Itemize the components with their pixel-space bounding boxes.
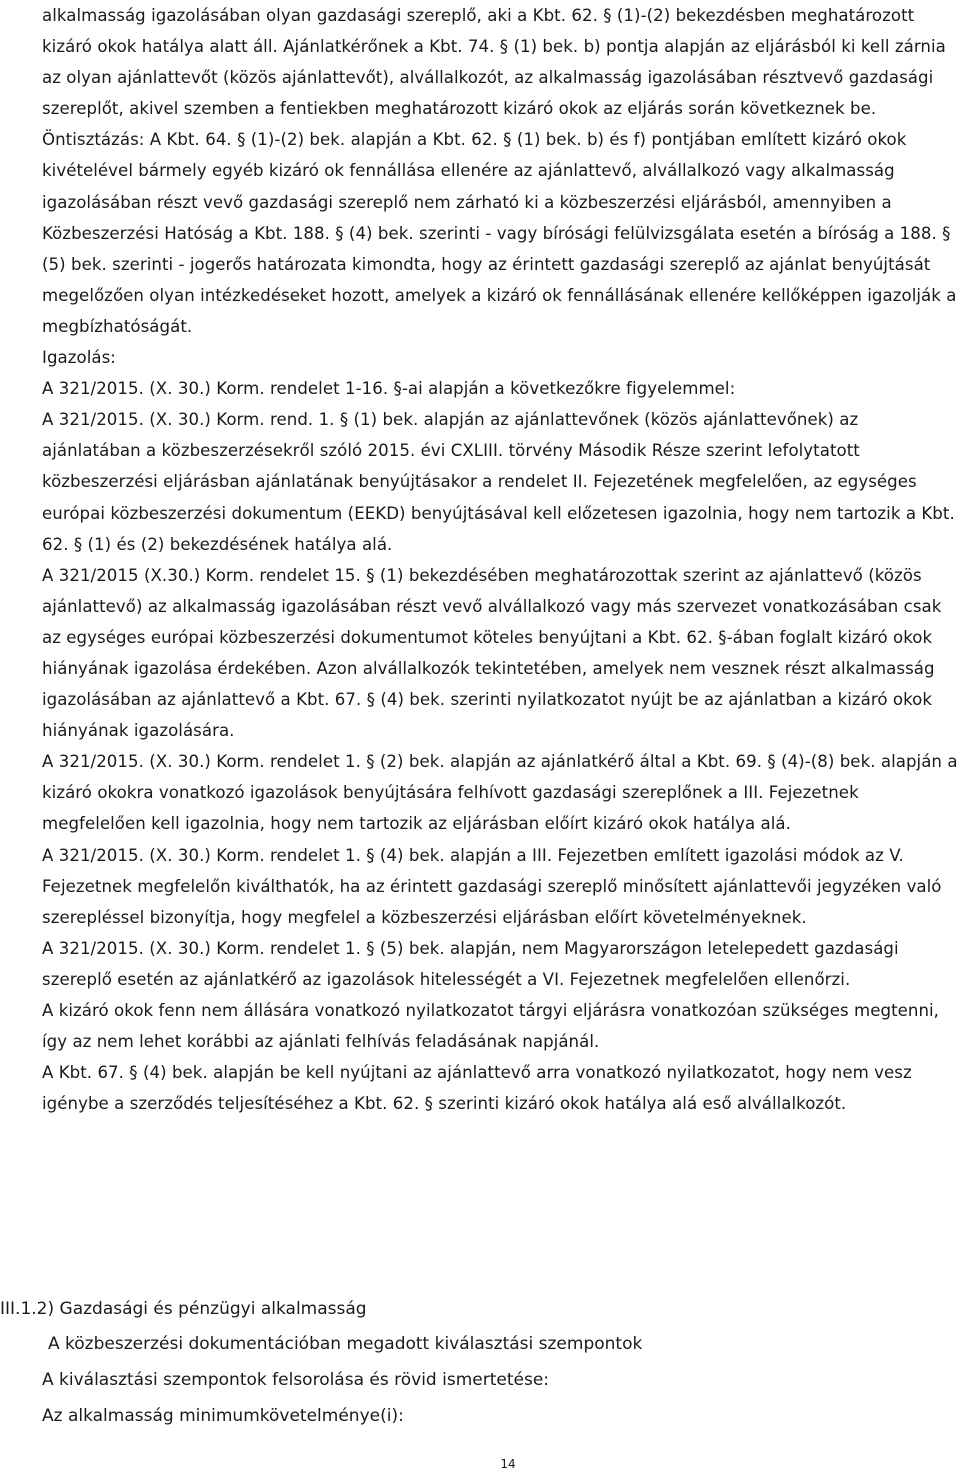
paragraph-eekd: A 321/2015. (X. 30.) Korm. rend. 1. § (1) bek. alapján az ajánlattevőnek (közös ajánlattevőnek) az ajánlatában a közbeszerzésekről szóló 2015. évi CXLIII. törvény Második Része szerint lefolytatott közbeszerzési eljárásban ajánlatának benyújtásakor a rendelet II. Fejezetének megfelelően, az egységes európai közbeszerzési dokumentum (EEKD) benyújtásával kell előzetesen igazolnia, hogy nem tartozik a Kbt. 62. § (1) és (2) bekezdésének hatálya alá.	[42, 410, 955, 554]
section-line-dokumentacio: A közbeszerzési dokumentációban megadott kiválasztási szempontok	[48, 1334, 643, 1354]
page-number: 14	[500, 1457, 516, 1471]
paragraph-exclusion-intro: alkalmasság igazolásában olyan gazdasági szereplő, aki a Kbt. 62. § (1)-(2) bekezdésben meghatározott kizáró okok hatálya alatt áll. Ajánlatkérőnek a Kbt. 74. § (1) bek. b) pontja alapján az eljárásból ki kell zárnia az olyan ajánlattevőt (közös ajánlattevőt), alvállalkozót, az alkalmasság igazolásában résztvevő gazdasági szereplőt, akivel szemben a fentiekben meghatározott kizáró okok az eljárás során következnek be.	[42, 6, 946, 119]
paragraph-qualified-list: A 321/2015. (X. 30.) Korm. rendelet 1. § (4) bek. alapján a III. Fejezetben említett igazolási módok az V. Fejezetnek megfelelőn kiválthatók, ha az érintett gazdasági szereplő minősített ajánlattevői jegyzéken való szerepléssel bizonyítja, hogy megfelel a közbeszerzési eljárásban előírt követelményeknek.	[42, 845, 942, 927]
section-heading: III.1.2) Gazdasági és pénzügyi alkalmasság	[0, 1299, 367, 1319]
paragraph-subcontractor-declaration: A Kbt. 67. § (4) bek. alapján be kell nyújtani az ajánlattevő arra vonatkozó nyilatkozatot, hogy nem vesz igénybe a szerződés teljesítéséhez a Kbt. 62. § szerinti kizáró okok hatálya alá eső alvállalkozót.	[42, 1063, 912, 1114]
paragraph-decree-reference: A 321/2015. (X. 30.) Korm. rendelet 1-16. §-ai alapján a következőkre figyelemmel:	[42, 379, 736, 399]
paragraph-chapter-iii: A 321/2015. (X. 30.) Korm. rendelet 1. § (2) bek. alapján az ajánlatkérő által a Kbt. 69. § (4)-(8) bek. alapján a kizáró okokra vonatkozó igazolások benyújtására felhívott gazdasági szereplőnek a III. Fejezetnek megfelelően kell igazolnia, hogy nem tartozik az eljárásban előírt kizáró okok hatálya alá.	[42, 752, 958, 834]
paragraph-foreign-operator: A 321/2015. (X. 30.) Korm. rendelet 1. § (5) bek. alapján, nem Magyarországon letelepedett gazdasági szereplő esetén az ajánlatkérő az igazolások hitelességét a VI. Fejezetnek megfelelően ellenőrzi.	[42, 938, 899, 989]
paragraph-subcontractors: A 321/2015 (X.30.) Korm. rendelet 15. § (1) bekezdésében meghatározottak szerint az ajánlattevő (közös ajánlattevő) az alkalmasság igazolásában részt vevő alvállalkozó vagy más szervezet vonatkozásában csak az egységes európai közbeszerzési dokumentumot köteles benyújtani a Kbt. 62. §-ában foglalt kizáró okok hiányának igazolása érdekében. Azon alvállalkozók tekintetében, amelyek nem vesznek részt alkalmasság igazolásában az ajánlattevő a Kbt. 67. § (4) bek. szerinti nyilatkozatot nyújt be az ajánlatban a kizáró okok hiányának igazolására.	[42, 565, 942, 741]
document-body	[42, 0, 960, 1119]
paragraph-verification-label: Igazolás:	[42, 348, 116, 368]
paragraph-self-cleaning: Öntisztázás: A Kbt. 64. § (1)-(2) bek. alapján a Kbt. 62. § (1) bek. b) és f) pontjában említett kizáró okok kivételével bármely egyéb kizáró ok fennállása ellenére az ajánlattevő, alvállalkozó vagy alkalmasság igazolásában részt vevő gazdasági szereplő nem zárható ki a közbeszerzési eljárásból, amennyiben a Közbeszerzési Hatóság a Kbt. 188. § (4) bek. szerinti - vagy bírósági felülvizsgálata esetén a bíróság a 188. § (5) bek. szerinti - jogerős határozata kimondta, hogy az érintett gazdasági szereplő az ajánlat benyújtását megelőzően olyan intézkedéseket hozott, amelyek a kizáró ok fennállásának ellenére kellőképpen igazolják a megbízhatóságát.	[42, 130, 957, 336]
section-line-szempontok: A kiválasztási szempontok felsorolása és rövid ismertetése:	[42, 1370, 550, 1390]
section-line-minimum: Az alkalmasság minimumkövetelménye(i):	[42, 1406, 404, 1426]
paragraph-declaration-timing: A kizáró okok fenn nem állására vonatkozó nyilatkozatot tárgyi eljárásra vonatkozóan szükséges megtenni, így az nem lehet korábbi az ajánlati felhívás feladásának napjánál.	[42, 1001, 940, 1052]
